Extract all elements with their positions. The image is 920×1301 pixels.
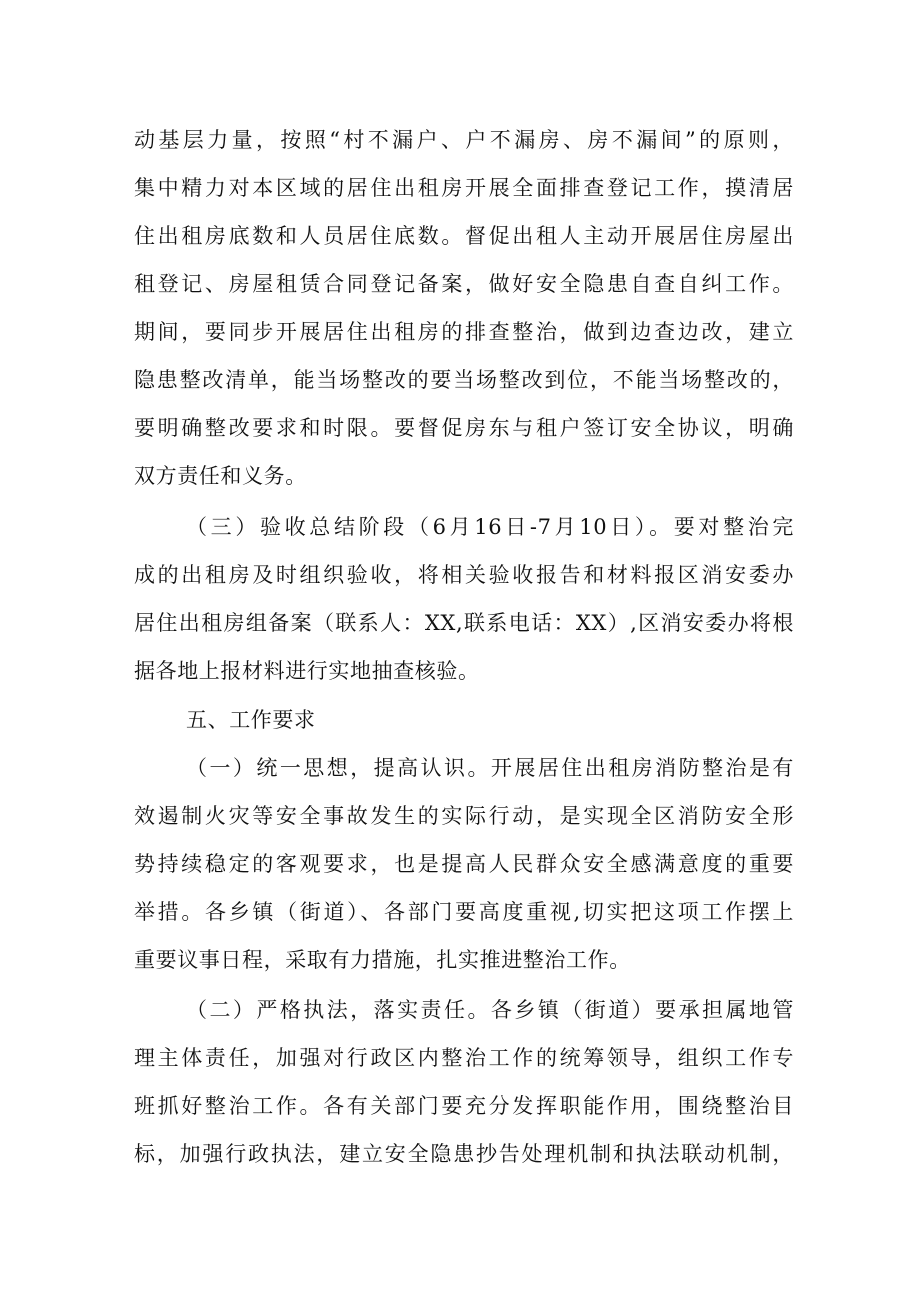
- text-line: 集中精力对本区域的居住出租房开展全面排查登记工作，摸清居: [134, 176, 794, 200]
- text-line: （二）严格执法，落实责任。各乡镇（街道）要承担属地管: [186, 998, 794, 1022]
- text-line: 居住出租房组备案（联系人：XX,联系电话：XX）,区消安委办将根: [134, 611, 794, 635]
- text-line: 住出租房底数和人员居住底数。督促出租人主动开展居住房屋出: [134, 224, 794, 248]
- text-line: 重要议事日程，采取有力措施，扎实推进整治工作。: [134, 948, 631, 972]
- text-line: 双方责任和义务。: [134, 464, 307, 488]
- section-heading: 五、工作要求: [186, 708, 316, 732]
- text-line: 理主体责任，加强对行政区内整治工作的统筹领导，组织工作专: [134, 1046, 794, 1070]
- text-line: 成的出租房及时组织验收，将相关验收报告和材料报区消安委办: [134, 563, 794, 587]
- text-line: 租登记、房屋租赁合同登记备案，做好安全隐患自查自纠工作。: [134, 272, 794, 296]
- paragraph-rental-inspection: [134, 116, 794, 500]
- text-line: （一）统一思想，提高认识。开展居住出租房消防整治是有: [186, 756, 794, 780]
- paragraph-unified-thinking: [134, 744, 794, 984]
- text-line: 举措。各乡镇（街道）、各部门要高度重视,切实把这项工作摆上: [134, 900, 794, 924]
- text-line: 势持续稳定的客观要求，也是提高人民群众安全感满意度的重要: [134, 852, 794, 876]
- text-line: 效遏制火灾等安全事故发生的实际行动，是实现全区消防安全形: [134, 804, 794, 828]
- text-line: 据各地上报材料进行实地抽查核验。: [134, 659, 480, 683]
- section-heading-work-requirements: [134, 696, 794, 744]
- paragraph-acceptance-phase: [134, 503, 794, 695]
- text-line: 要明确整改要求和时限。要督促房东与租户签订安全协议，明确: [134, 416, 794, 440]
- text-line: 期间，要同步开展居住出租房的排查整治，做到边查边改，建立: [134, 320, 794, 344]
- text-line: 班抓好整治工作。各有关部门要充分发挥职能作用，围绕整治目: [134, 1094, 794, 1118]
- text-line: 隐患整改清单，能当场整改的要当场整改到位，不能当场整改的，: [134, 368, 794, 392]
- text-line: （三）验收总结阶段（6月16日-7月10日）。要对整治完: [186, 515, 794, 539]
- text-line: 动基层力量，按照“村不漏户、户不漏房、房不漏间”的原则，: [134, 128, 794, 152]
- paragraph-strict-enforcement: [134, 986, 794, 1178]
- text-line: 标，加强行政执法，建立安全隐患抄告处理机制和执法联动机制，: [134, 1142, 794, 1166]
